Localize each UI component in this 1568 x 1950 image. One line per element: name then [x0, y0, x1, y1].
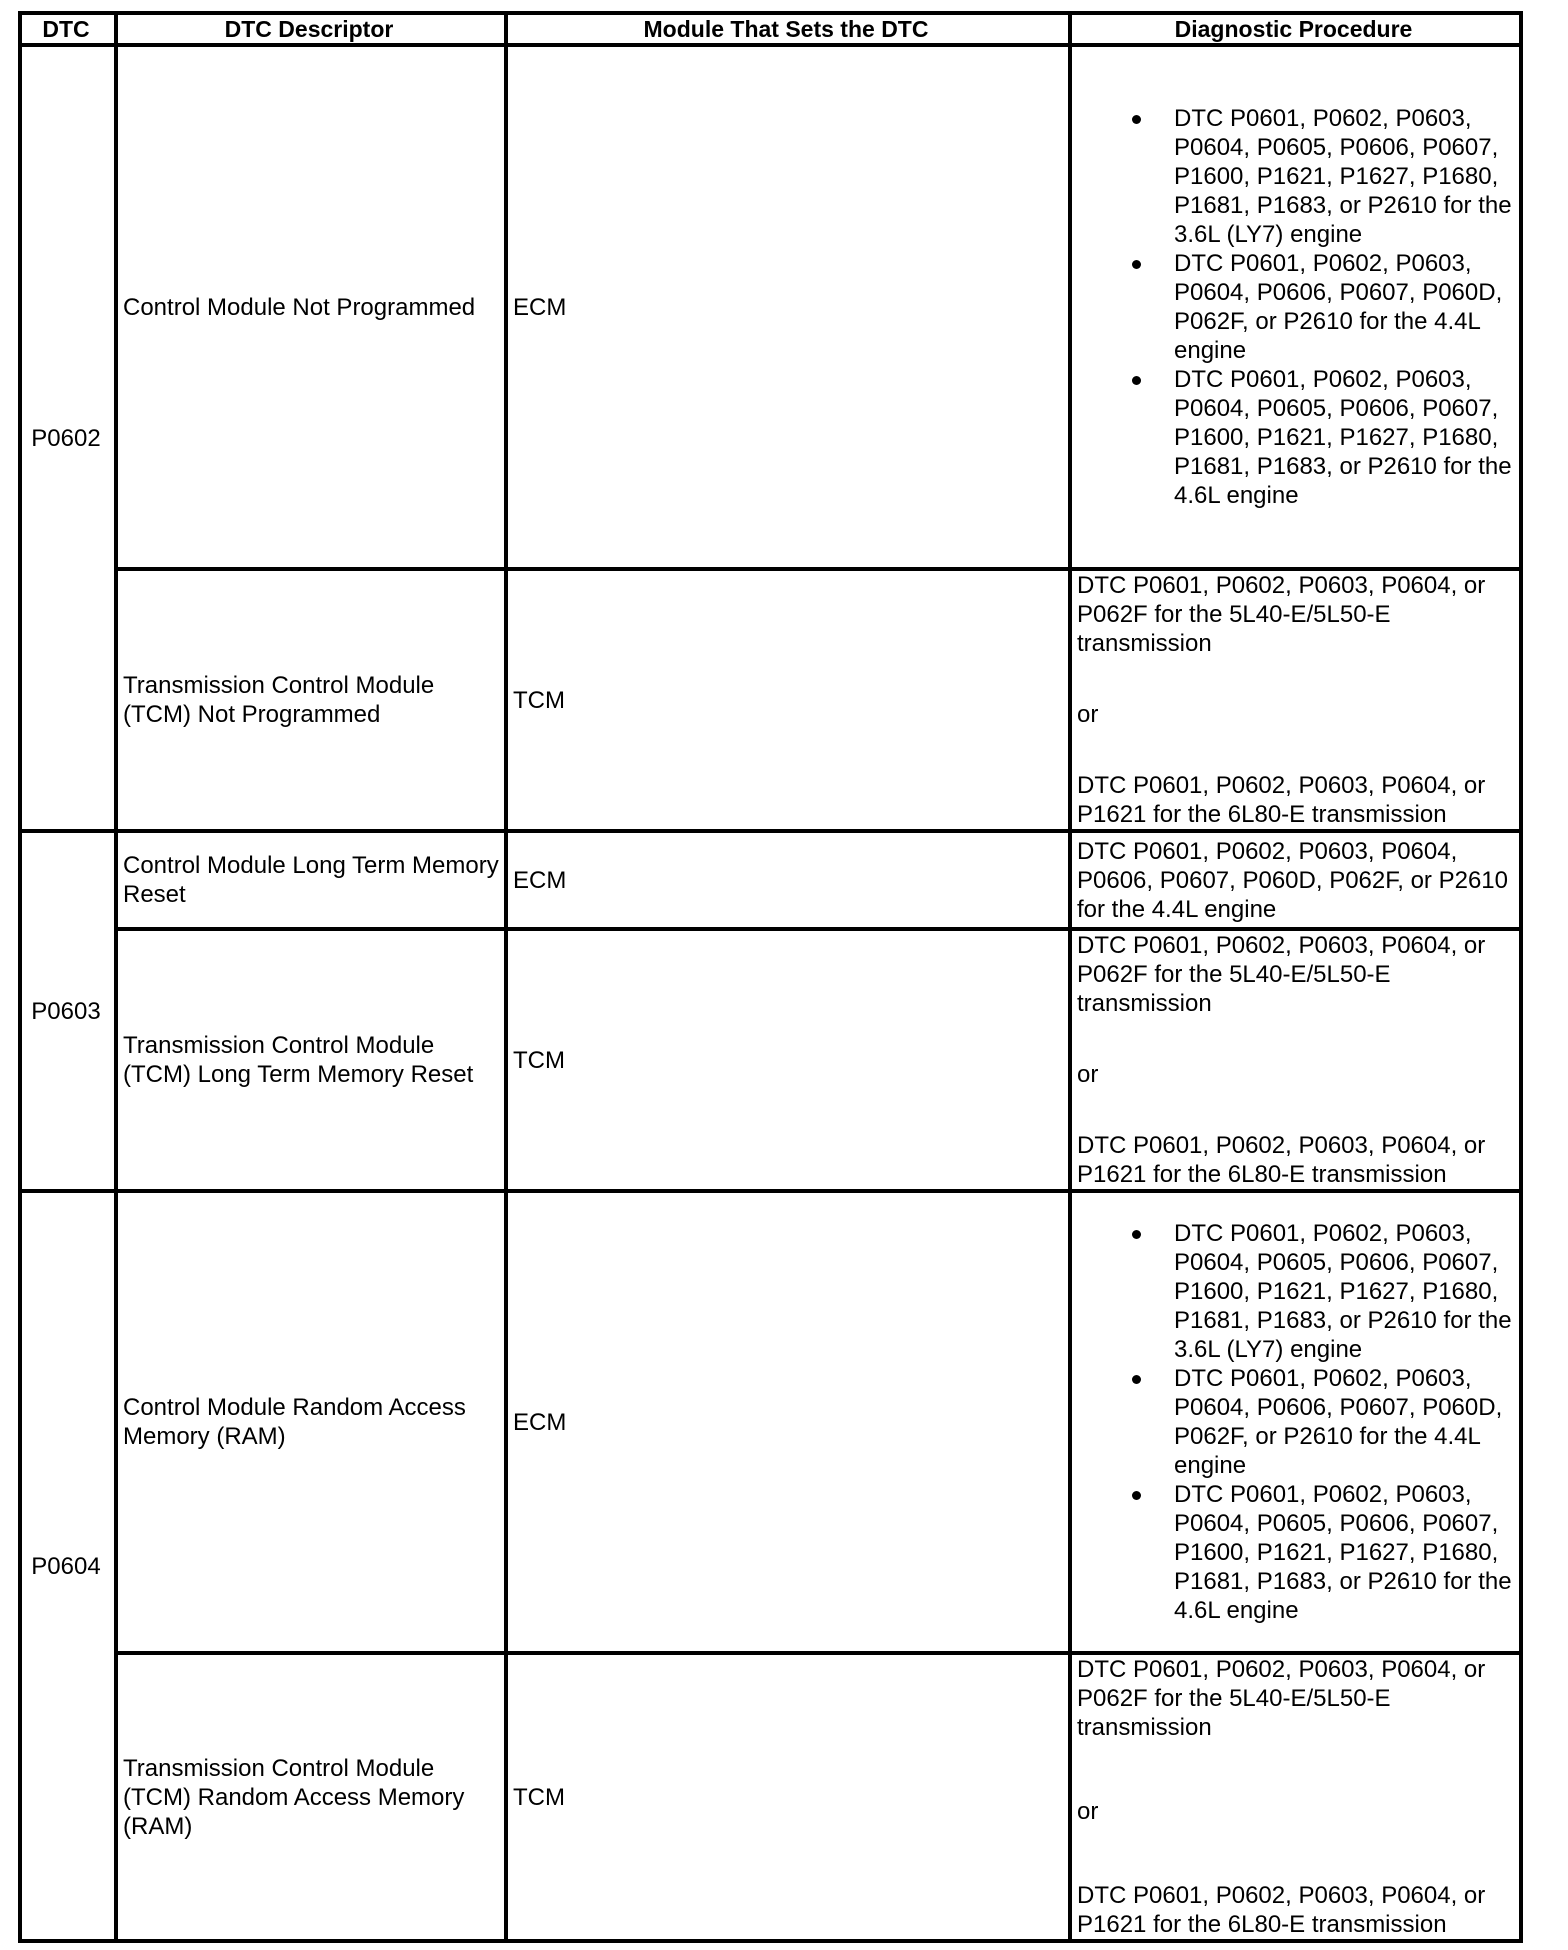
procedure-first: DTC P0601, P0602, P0603, P0604, or P062F for the 5L40-E/5L50-E transmission	[1077, 572, 1486, 657]
procedure-first: DTC P0601, P0602, P0603, P0604, or P062F for the 5L40-E/5L50-E transmission	[1077, 1656, 1486, 1741]
dtc-code-p0603: P0603	[31, 997, 101, 1025]
descriptor-text: Control Module Long Term Memory Reset	[123, 852, 499, 908]
module-cell	[508, 571, 1068, 829]
descriptor-cell	[118, 571, 504, 829]
module-cell	[508, 931, 1068, 1189]
module-cell	[508, 47, 1068, 567]
procedure-second: DTC P0601, P0602, P0603, P0604, or P1621 for the 6L80-E transmission	[1077, 772, 1486, 828]
procedure-bullet: DTC P0601, P0602, P0603, P0604, P0606, P0607, P060D, P062F, or P2610 for the 4.4L engine	[1077, 1364, 1515, 1480]
header-procedure: Diagnostic Procedure	[1174, 15, 1413, 42]
descriptor-text: Transmission Control Module (TCM) Random Access Memory (RAM)	[123, 1754, 465, 1840]
procedure-text: DTC P0601, P0602, P0603, P0604, P0606, P0607, P060D, P062F, or P2610 for the 4.4L engine	[1077, 837, 1508, 923]
procedure-bullet: DTC P0601, P0602, P0603, P0604, P0605, P0606, P0607, P1600, P1621, P1627, P1680, P1681, P1683, or P2610 for the 3.6L (LY7) engine	[1077, 1219, 1515, 1364]
module-text: ECM	[513, 866, 567, 894]
procedure-bullet: DTC P0601, P0602, P0603, P0604, P0605, P0606, P0607, P1600, P1621, P1627, P1680, P1681, P1683, or P2610 for the 3.6L (LY7) engine	[1077, 104, 1515, 249]
module-text: TCM	[513, 1046, 565, 1074]
descriptor-text: Transmission Control Module (TCM) Long Term Memory Reset	[123, 1032, 474, 1088]
module-text: ECM	[513, 293, 567, 321]
procedure-bullet: DTC P0601, P0602, P0603, P0604, P0605, P0606, P0607, P1600, P1621, P1627, P1680, P1681, P1683, or P2610 for the 4.6L engine	[1077, 1480, 1515, 1625]
procedure-cell	[1072, 1655, 1519, 1939]
module-text: TCM	[513, 686, 565, 714]
descriptor-cell	[118, 931, 504, 1189]
procedure-cell	[1072, 833, 1519, 927]
procedure-second: DTC P0601, P0602, P0603, P0604, or P1621 for the 6L80-E transmission	[1077, 1132, 1486, 1188]
procedure-or: or	[1077, 1061, 1099, 1088]
descriptor-text: Control Module Not Programmed	[123, 293, 476, 321]
procedure-first: DTC P0601, P0602, P0603, P0604, or P062F for the 5L40-E/5L50-E transmission	[1077, 932, 1486, 1017]
dtc-table	[18, 11, 1523, 1943]
descriptor-cell	[118, 833, 504, 927]
module-cell	[508, 1193, 1068, 1651]
header-descriptor: DTC Descriptor	[224, 15, 394, 42]
procedure-bullet: DTC P0601, P0602, P0603, P0604, P0606, P0607, P060D, P062F, or P2610 for the 4.4L engine	[1077, 249, 1515, 365]
procedure-cell	[1072, 47, 1519, 567]
descriptor-text: Control Module Random Access Memory (RAM)	[123, 1394, 466, 1450]
descriptor-text: Transmission Control Module (TCM) Not Programmed	[123, 672, 435, 728]
descriptor-cell	[118, 47, 504, 567]
header-dtc: DTC	[42, 15, 90, 42]
procedure-cell	[1072, 1193, 1519, 1651]
procedure-cell	[1072, 571, 1519, 829]
procedure-list	[1077, 104, 1515, 510]
procedure-list	[1077, 1219, 1515, 1625]
module-text: ECM	[513, 1408, 567, 1436]
procedure-or: or	[1077, 1798, 1099, 1825]
descriptor-cell	[118, 1193, 504, 1651]
module-cell	[508, 1655, 1068, 1939]
descriptor-cell	[118, 1655, 504, 1939]
procedure-cell	[1072, 931, 1519, 1189]
procedure-or: or	[1077, 701, 1099, 728]
dtc-code-p0602: P0602	[31, 424, 101, 452]
module-text: TCM	[513, 1783, 565, 1811]
procedure-second: DTC P0601, P0602, P0603, P0604, or P1621 for the 6L80-E transmission	[1077, 1882, 1486, 1938]
dtc-code-p0604: P0604	[31, 1552, 101, 1580]
header-module: Module That Sets the DTC	[643, 15, 929, 42]
procedure-bullet: DTC P0601, P0602, P0603, P0604, P0605, P0606, P0607, P1600, P1621, P1627, P1680, P1681, P1683, or P2610 for the 4.6L engine	[1077, 365, 1515, 510]
module-cell	[508, 833, 1068, 927]
